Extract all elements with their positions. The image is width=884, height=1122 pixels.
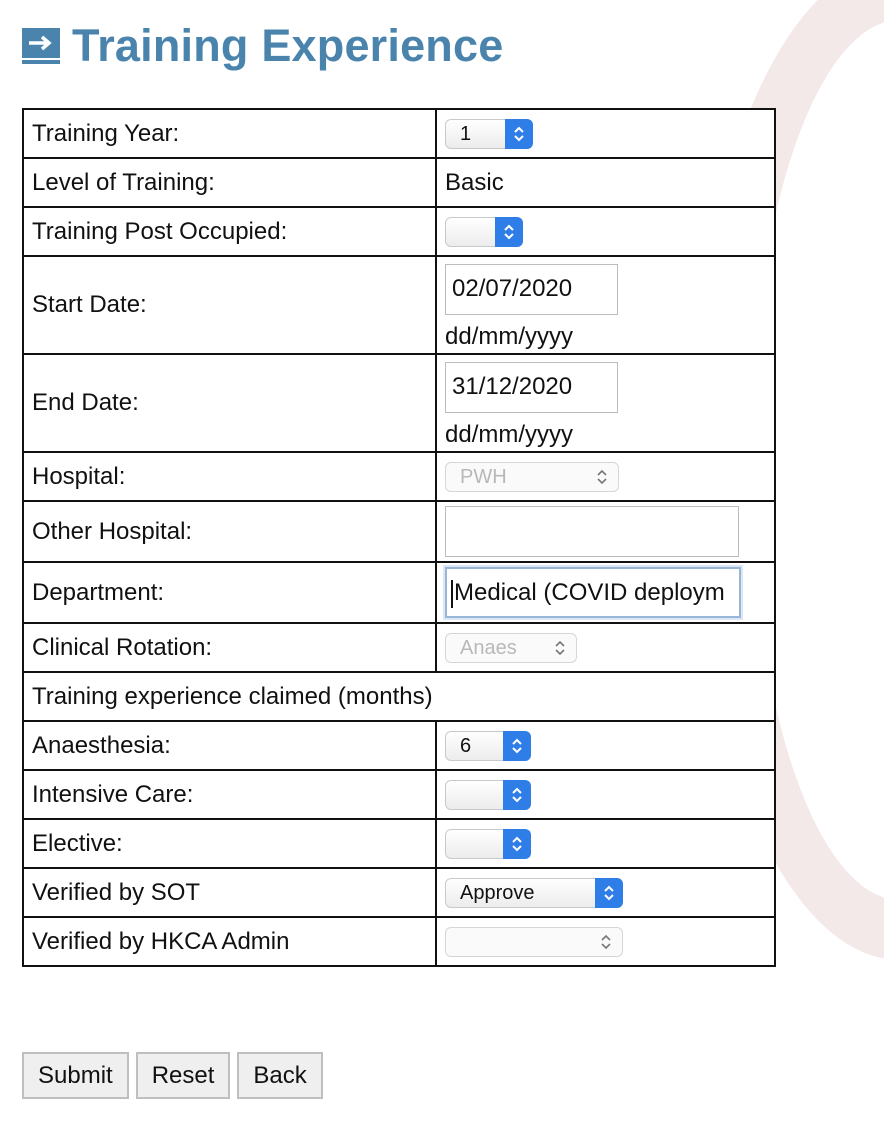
page-title: Training Experience: [72, 20, 504, 71]
verified-admin-label: Verified by HKCA Admin: [23, 917, 436, 966]
start-date-input[interactable]: 02/07/2020: [445, 264, 618, 315]
hospital-value: PWH: [460, 465, 507, 488]
row-department: [23, 562, 775, 623]
row-verified-sot: [23, 868, 775, 917]
row-experience-header: [23, 672, 775, 721]
row-level-of-training: [23, 158, 775, 207]
clinical-rotation-select[interactable]: [445, 633, 577, 663]
select-chevron-icon: [596, 467, 608, 487]
level-of-training-value: Basic: [436, 158, 775, 207]
clinical-rotation-label: Clinical Rotation:: [23, 623, 436, 672]
anaesthesia-value: 6: [460, 734, 472, 757]
end-date-format-hint: dd/mm/yyyy: [445, 420, 574, 448]
select-chevron-icon: [495, 217, 523, 247]
select-chevron-icon: [505, 119, 533, 149]
hospital-select[interactable]: [445, 462, 619, 492]
row-intensive-care: [23, 770, 775, 819]
hospital-label: Hospital:: [23, 452, 436, 501]
verified-sot-label: Verified by SOT: [23, 868, 436, 917]
verified-sot-select[interactable]: [445, 878, 623, 908]
select-chevron-icon: [503, 731, 531, 761]
start-date-format-hint: dd/mm/yyyy: [445, 322, 574, 350]
department-label: Department:: [23, 562, 436, 623]
row-verified-admin: [23, 917, 775, 966]
form-actions: [22, 1052, 323, 1099]
anaesthesia-select[interactable]: [445, 731, 531, 761]
intensive-care-label: Intensive Care:: [23, 770, 436, 819]
select-chevron-icon: [595, 878, 623, 908]
intensive-care-select[interactable]: [445, 780, 531, 810]
row-training-year: [23, 109, 775, 158]
department-value: Medical (COVID deploym: [454, 579, 725, 606]
elective-select[interactable]: [445, 829, 531, 859]
training-post-occupied-select[interactable]: [445, 217, 523, 247]
verified-admin-select[interactable]: [445, 927, 623, 957]
row-start-date: [23, 256, 775, 354]
select-chevron-icon: [503, 829, 531, 859]
page-header: [22, 18, 503, 74]
row-training-post-occupied: [23, 207, 775, 256]
row-anaesthesia: [23, 721, 775, 770]
training-year-label: Training Year:: [23, 109, 436, 158]
select-chevron-icon: [503, 780, 531, 810]
training-post-occupied-label: Training Post Occupied:: [23, 207, 436, 256]
row-end-date: [23, 354, 775, 452]
select-chevron-icon: [600, 932, 612, 952]
training-experience-form: [22, 108, 776, 967]
level-of-training-label: Level of Training:: [23, 158, 436, 207]
clinical-rotation-value: Anaes: [460, 636, 517, 659]
experience-header: Training experience claimed (months): [23, 672, 775, 721]
training-year-value: 1: [460, 122, 472, 145]
anaesthesia-label: Anaesthesia:: [23, 721, 436, 770]
row-clinical-rotation: [23, 623, 775, 672]
end-date-label: End Date:: [23, 354, 436, 452]
training-year-select[interactable]: [445, 119, 533, 149]
back-button[interactable]: Back: [237, 1052, 322, 1099]
verified-sot-value: Approve: [460, 881, 535, 904]
row-elective: [23, 819, 775, 868]
submit-button[interactable]: Submit: [22, 1052, 129, 1099]
elective-label: Elective:: [23, 819, 436, 868]
other-hospital-input[interactable]: [445, 506, 739, 557]
row-other-hospital: [23, 501, 775, 562]
select-chevron-icon: [554, 638, 566, 658]
end-date-input[interactable]: 31/12/2020: [445, 362, 618, 413]
start-date-label: Start Date:: [23, 256, 436, 354]
text-caret: [451, 580, 453, 608]
department-input[interactable]: [445, 567, 741, 618]
reset-button[interactable]: Reset: [136, 1052, 231, 1099]
other-hospital-label: Other Hospital:: [23, 501, 436, 562]
row-hospital: [23, 452, 775, 501]
arrow-box-icon: [22, 28, 60, 64]
